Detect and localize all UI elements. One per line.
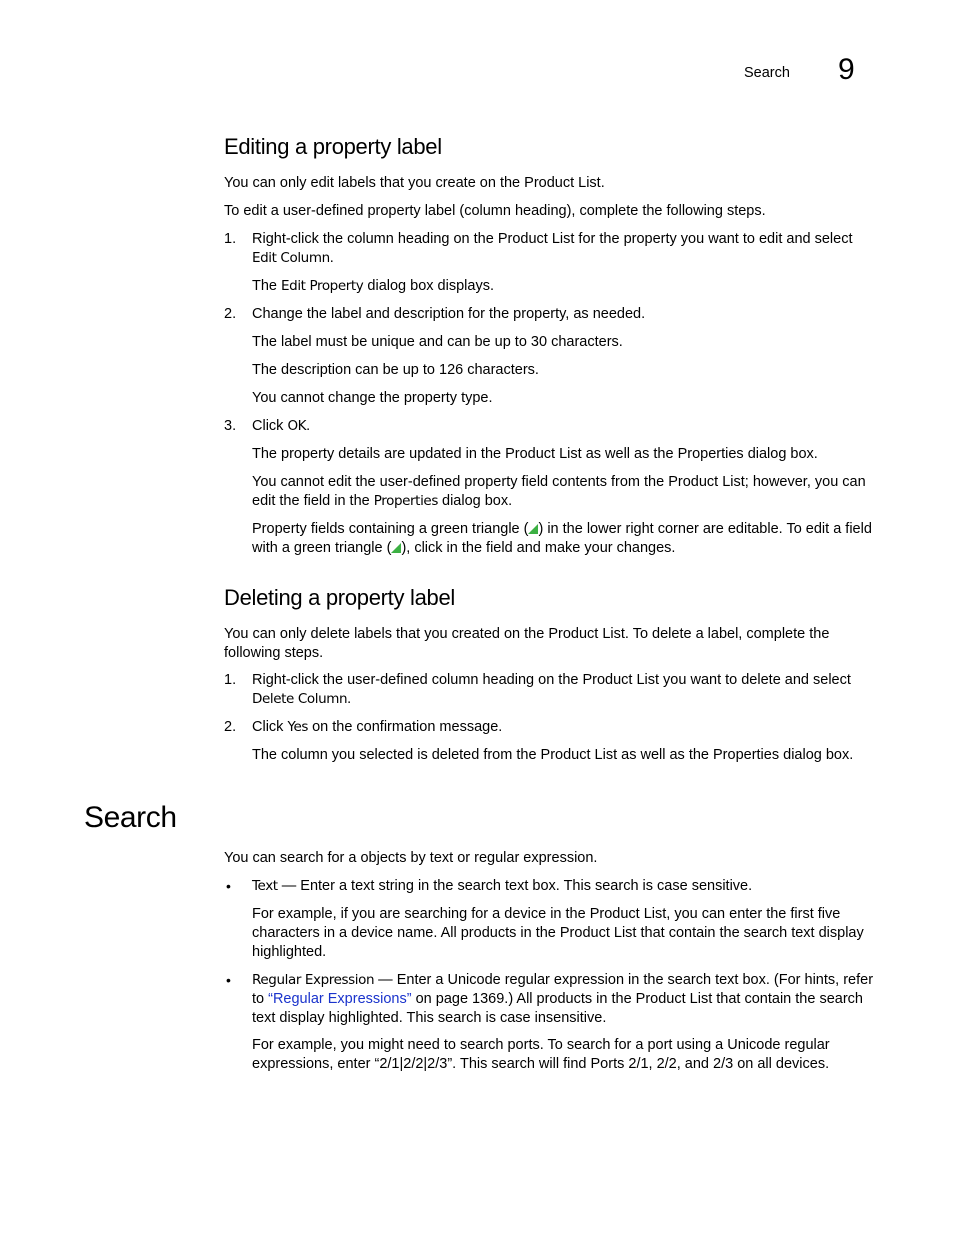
note-text: You cannot edit the user-defined property field contents from the Product List; however, you can edit the field in the [252, 474, 866, 509]
bullet-desc: — Enter a text string in the search text box. This search is case sensitive. [277, 878, 753, 894]
step-number: 1. [224, 672, 237, 688]
bullet-text [252, 877, 874, 896]
bullet-text [252, 971, 874, 1028]
running-header-section: Search [744, 65, 790, 81]
punctuation: . [347, 691, 352, 707]
paragraph: To edit a user-defined property label (column heading), complete the following steps. [224, 203, 766, 219]
paragraph: You can only edit labels that you create on the Product List. [224, 175, 605, 191]
ui-term: Regular Expression [252, 972, 375, 988]
bullet-note: For example, you might need to search ports. To search for a port using a Unicode regular expressions, enter “2/1|2/2|2/3”. This search will find Ports 2/1, 2/2, and 2/3 on all devices. [252, 1037, 830, 1072]
note-text: dialog box. [442, 493, 513, 509]
regular-expressions-link[interactable]: “Regular Expressions” [268, 991, 412, 1007]
punctuation: . [306, 418, 311, 434]
step-note: The label must be unique and can be up to 30 characters. [252, 334, 623, 350]
heading-search: Search [84, 801, 177, 834]
step-text [252, 718, 874, 737]
step-text-body: on the confirmation message. [312, 719, 503, 735]
step-note [252, 520, 874, 558]
green-triangle-icon [528, 524, 538, 534]
step-note: You cannot change the property type. [252, 390, 493, 406]
step-note: The property details are updated in the Product List as well as the Properties dialog box. [252, 446, 818, 462]
paragraph: You can search for a objects by text or regular expression. [224, 850, 598, 866]
ui-term: Delete Column [252, 691, 348, 707]
note-text: The [252, 278, 277, 294]
step-number: 1. [224, 231, 237, 247]
step-number: 2. [224, 306, 237, 322]
step-text-body: Right-click the column heading on the Product List for the property you want to edit and select [252, 231, 853, 247]
step-number: 3. [224, 418, 237, 434]
punctuation: . [329, 250, 334, 266]
heading-editing-property-label: Editing a property label [224, 134, 442, 159]
green-triangle-icon [391, 543, 401, 553]
note-text: Property fields containing a green triangle ( [252, 521, 529, 537]
step-note: The column you selected is deleted from the Product List as well as the Properties dialog box. [252, 747, 854, 763]
step-note: The description can be up to 126 characters. [252, 362, 539, 378]
note-text: ) in the lower right corner are editable. To edit a field with a green triangle ( [252, 521, 872, 556]
ui-term: Properties [373, 493, 438, 509]
step-number: 2. [224, 719, 237, 735]
ui-term: OK [287, 418, 307, 434]
paragraph: You can only delete labels that you created on the Product List. To delete a label, complete the following steps. [224, 626, 830, 661]
bullet: • [226, 972, 231, 988]
step-text-body: Click [252, 719, 284, 735]
step-text [252, 671, 874, 709]
step-text: Change the label and description for the property, as needed. [252, 306, 646, 322]
step-text-body: Right-click the user-defined column heading on the Product List you want to delete and select [252, 672, 851, 688]
bullet-desc: on page 1369.) All products in the Product List that contain the search text display highlighted. This search is case insensitive. [252, 991, 863, 1026]
step-text [252, 230, 874, 268]
bullet: • [226, 878, 231, 894]
bullet-note: For example, if you are searching for a device in the Product List, you can enter the first five characters in a device name. All products in the Product List that contain the search text display highlighted. [252, 906, 864, 960]
note-text: ), click in the field and make your changes. [401, 540, 676, 556]
note-text: dialog box displays. [367, 278, 494, 294]
ui-term: Edit Property [281, 278, 364, 294]
ui-term: Yes [287, 719, 309, 735]
step-note [252, 473, 874, 511]
bullet-desc: — Enter a Unicode regular expression in the search text box. (For hints, refer to [252, 972, 874, 1007]
ui-term: Edit Column [252, 250, 330, 266]
step-text-body: Click [252, 418, 284, 434]
step-text [252, 417, 874, 436]
chapter-number: 9 [838, 53, 855, 86]
heading-deleting-property-label: Deleting a property label [224, 585, 455, 610]
step-note [252, 277, 874, 296]
ui-term: Text [252, 878, 278, 894]
